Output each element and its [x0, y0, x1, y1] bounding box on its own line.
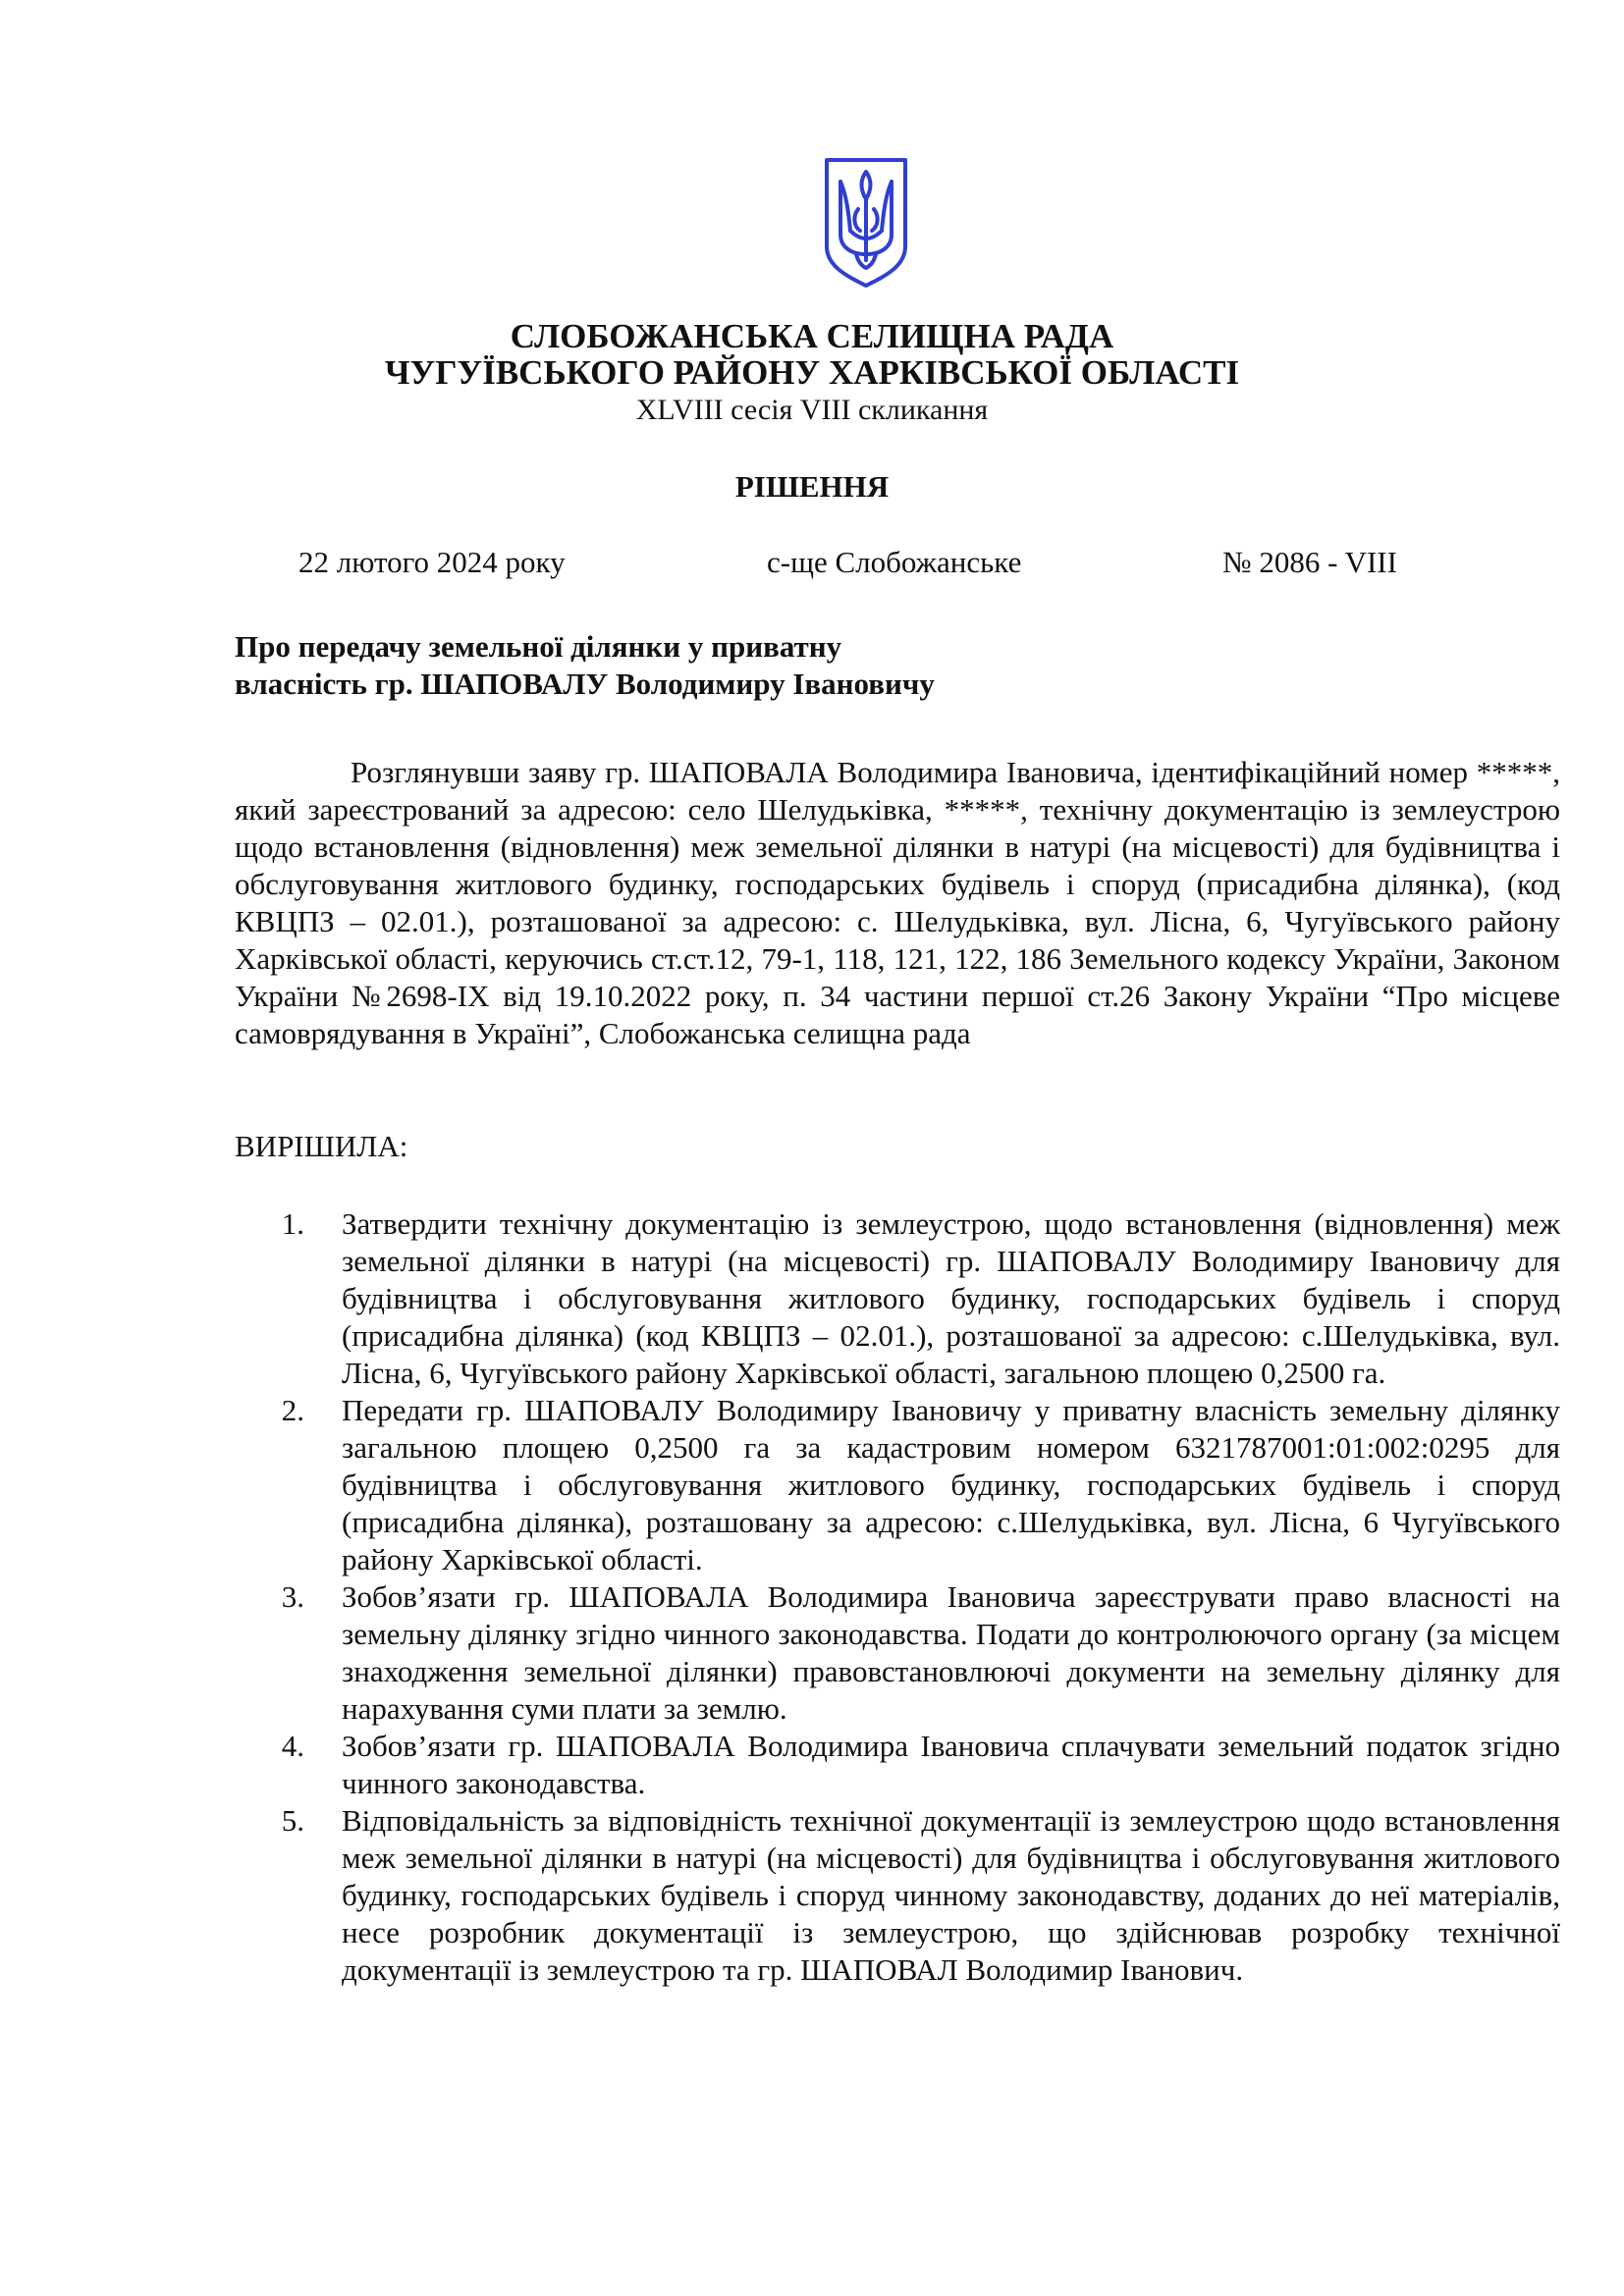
item-number: 2.	[281, 1393, 304, 1427]
council-name: СЛОБОЖАНСЬКА СЕЛИЩНА РАДА	[510, 317, 1114, 355]
item-text: Зобов’язати гр. ШАПОВАЛА Володимира Івановича сплачувати земельний податок згідно чинного законодавства.	[342, 1729, 1560, 1800]
resolved-label: ВИРІШИЛА:	[235, 1129, 408, 1163]
item-text: Відповідальність за відповідність технічної документації із землеустрою щодо встановлення меж земельної ділянки в натурі (на місцевості) для будівництва і обслуговування житлового будинку, господарських будівель і споруд чинному законодавству, доданих до неї матеріалів, несе розробник документації із землеустрою, що здійснював розробку технічної документації із землеустрою та гр. ШАПОВАЛ Володимир Іванович.	[342, 1803, 1560, 1987]
item-number: 3.	[281, 1579, 304, 1614]
list-item	[235, 1802, 1560, 1989]
list-item	[235, 1578, 1560, 1728]
session-line: XLVIII сесія VIII скликання	[635, 394, 989, 426]
item-number: 1.	[281, 1206, 304, 1241]
decision-date: 22 лютого 2024 року	[298, 545, 566, 579]
decision-place: с-ще Слобожанське	[767, 545, 1022, 579]
district-name: ЧУГУЇВСЬКОГО РАЙОНУ ХАРКІВСЬКОЇ ОБЛАСТІ	[384, 353, 1240, 392]
list-item	[235, 1392, 1560, 1578]
subject-line: Про передачу земельної ділянки у приватну	[235, 629, 842, 664]
subject-line: власність гр. ШАПОВАЛУ Володимиру Івановичу	[235, 667, 935, 701]
decision-number: № 2086 - VIII	[1222, 545, 1397, 579]
item-text: Передати гр. ШАПОВАЛУ Володимиру Івановичу у приватну власність земельну ділянку загальною площею 0,2500 га за кадастровим номером 6321787001:01:002:0295 для будівництва і обслуговування житлового будинку, господарських будівель і споруд (присадибна ділянка), розташовану за адресою: с.Шелудьківка, вул. Лісна, 6 Чугуївського району Харківської області.	[342, 1393, 1560, 1576]
item-text: Затвердити технічну документацію із землеустрою, щодо встановлення (відновлення) меж земельної ділянки в натурі (на місцевості) гр. ШАПОВАЛУ Володимиру Івановичу для будівництва і обслуговування житлового будинку, господарських будівель і споруд (присадибна ділянка) (код КВЦПЗ – 02.01.), розташованої за адресою: с.Шелудьківка, вул. Лісна, 6, Чугуївського району Харківської області, загальною площею 0,2500 га.	[342, 1206, 1560, 1390]
item-number: 4.	[281, 1729, 304, 1763]
document-type-title: РІШЕННЯ	[734, 469, 890, 504]
coat-of-arms-icon	[821, 152, 911, 290]
item-number: 5.	[281, 1803, 304, 1838]
subject-heading	[235, 628, 935, 703]
list-item	[235, 1728, 1560, 1802]
list-item	[235, 1205, 1560, 1392]
item-text: Зобов’язати гр. ШАПОВАЛА Володимира Івановича зареєструвати право власності на земельну ділянку згідно чинного законодавства. Подати до контролюючого органу (за місцем знаходження земельної ділянки) правовстановлюючі документи на земельну ділянку для нарахування суми плати за землю.	[342, 1579, 1560, 1726]
resolution-list	[235, 1205, 1560, 1989]
preamble-paragraph: Розглянувши заяву гр. ШАПОВАЛА Володимира Івановича, ідентифікаційний номер *****, який зареєстрований за адресою: село Шелудьківка, *****, технічну документацію із землеустрою щодо встановлення (відновлення) меж земельної ділянки в натурі (на місцевості) для будівництва і обслуговування житлового будинку, господарських будівель і споруд (присадибна ділянка), (код КВЦПЗ – 02.01.), розташованої за адресою: с. Шелудьківка, вул. Лісна, 6, Чугуївського району Харківської області, керуючись ст.ст.12, 79-1, 118, 121, 122, 186 Земельного кодексу України, Законом України №2698-IX від 19.10.2022 року, п. 34 частини першої ст.26 Закону України “Про місцеве самоврядування в Україні”, Слобожанська селищна рада	[235, 755, 1560, 1050]
